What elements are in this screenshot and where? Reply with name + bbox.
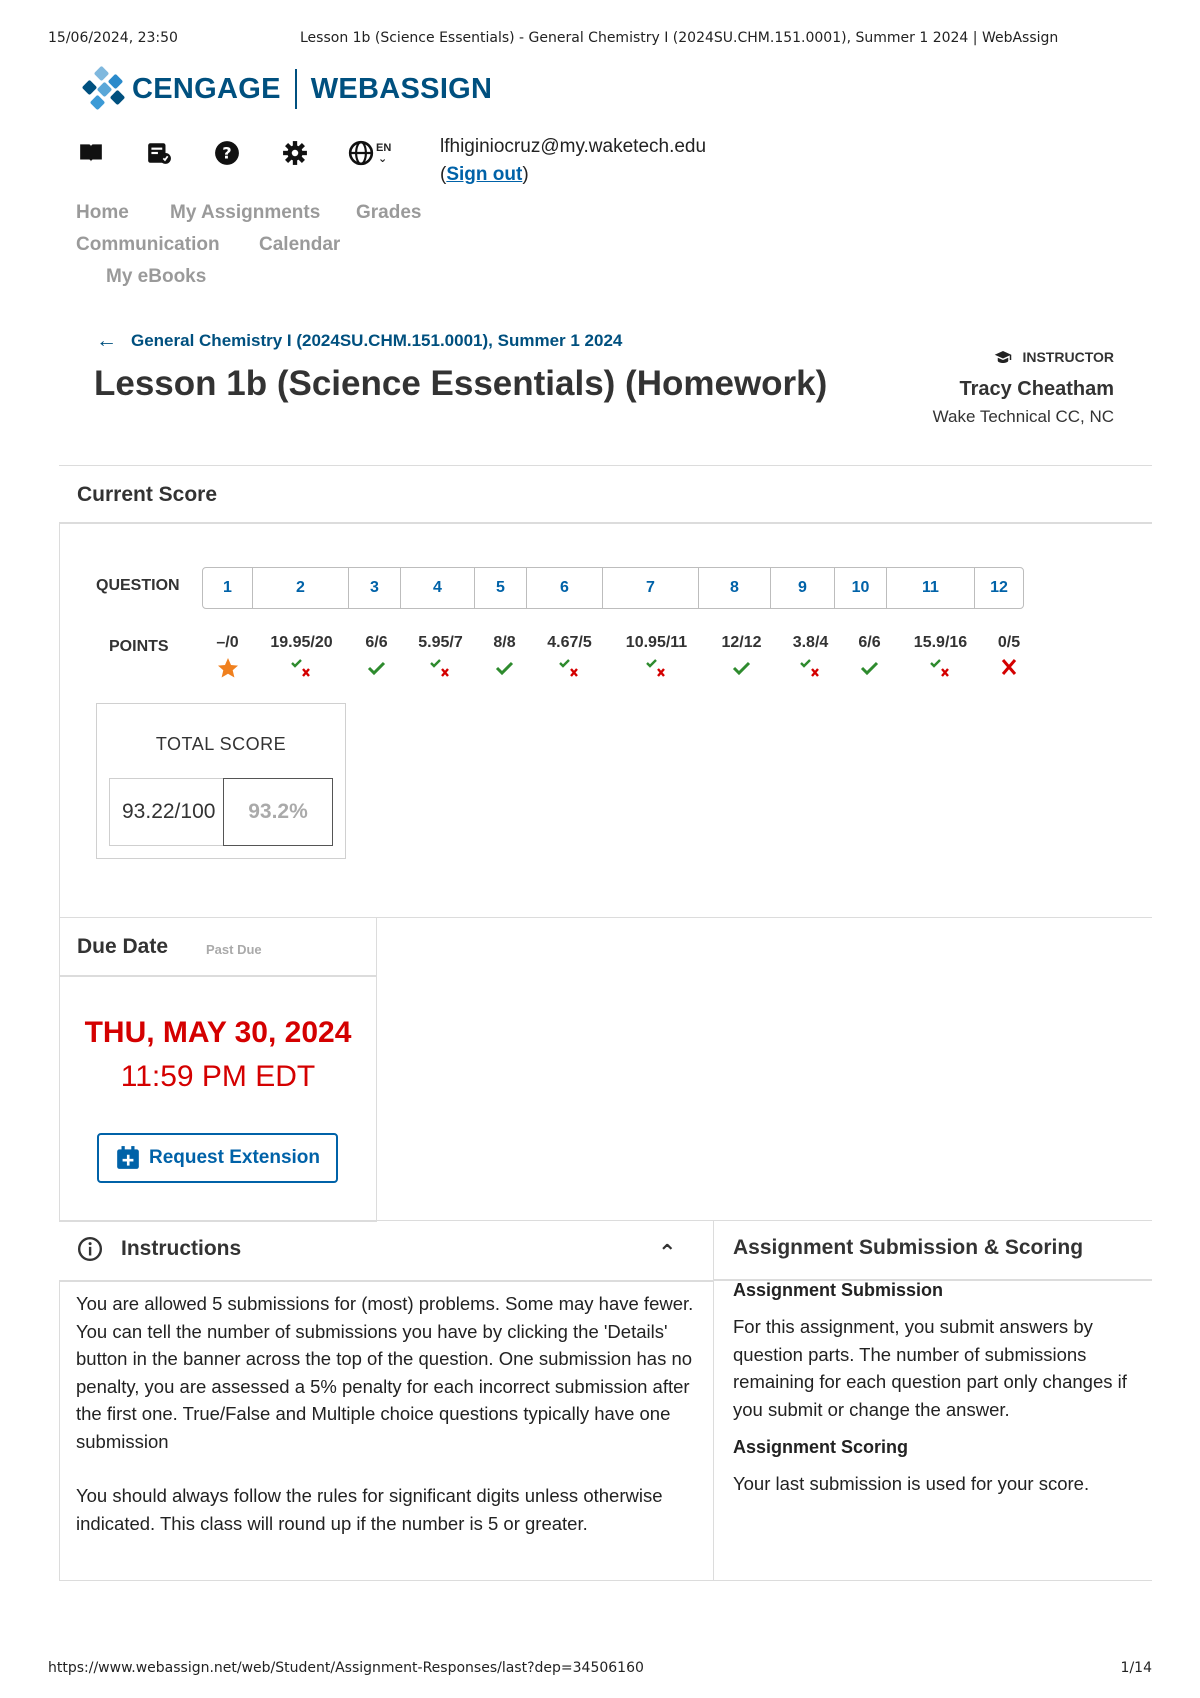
question-3-link[interactable]: 3 [349,568,401,608]
partial-credit-icon [642,656,672,680]
divider [59,1280,713,1282]
instructions-body [76,1290,706,1564]
question-4-link[interactable]: 4 [401,568,475,608]
total-score-label: TOTAL SCORE [155,734,287,754]
partial-credit-icon [555,656,585,680]
points-value: 6/6 [858,634,881,651]
divider [59,1220,1152,1221]
brand-cengage: CENGAGE [132,72,281,105]
print-page-number: 1/14 [1120,1660,1152,1676]
instructions-header[interactable] [77,1236,241,1262]
instructor-label: INSTRUCTOR [1022,349,1114,365]
question-11-points [896,634,985,680]
points-value: 3.8/4 [792,634,829,651]
question-1-points [202,634,253,680]
sign-out-link[interactable]: Sign out [446,164,523,185]
correct-check-icon [490,656,520,680]
divider [59,1580,1152,1581]
divider [59,1280,60,1581]
globe-icon [348,140,374,166]
points-value: 8/8 [493,634,516,651]
nav-my-assignments[interactable]: My Assignments [170,202,321,223]
info-icon [77,1236,103,1262]
total-score-box [96,703,346,859]
points-value: 5.95/7 [418,634,463,651]
question-9-link[interactable]: 9 [771,568,835,608]
points-row [202,634,1033,680]
total-score-percent: 93.2% [223,778,333,846]
divider [59,522,60,918]
question-2-link[interactable]: 2 [253,568,349,608]
nav-calendar[interactable]: Calendar [259,234,341,255]
correct-check-icon [855,656,885,680]
nav-my-ebooks[interactable]: My eBooks [106,266,207,287]
language-selector[interactable] [348,140,391,166]
page-title: Lesson 1b (Science Essentials) (Homework) [94,364,828,403]
cengage-logo-icon [80,66,126,112]
language-code: EN [376,141,392,154]
question-7-points [608,634,705,680]
help-icon[interactable] [212,138,242,168]
past-due-badge: Past Due [206,942,262,957]
question-5-points [478,634,531,680]
instructor-label-row [933,348,1114,366]
assignment-scoring-text: Your last submission is used for your score. [733,1473,1090,1494]
question-7-link[interactable]: 7 [603,568,699,608]
submission-scoring-heading: Assignment Submission & Scoring [733,1236,1084,1259]
points-value: 12/12 [721,634,762,651]
nav-communication[interactable]: Communication [76,234,220,255]
question-8-link[interactable]: 8 [699,568,771,608]
print-header [48,30,1152,50]
instructor-name: Tracy Cheatham [959,378,1114,400]
assignment-submission-heading: Assignment Submission [733,1280,944,1300]
user-info [440,133,706,189]
instructions-paragraph: You are allowed 5 submissions for (most) problems. Some may have fewer. You can tell the number of submissions you have by clicking the 'Details' button in the banner across the top of the question. One submission has no penalty, you are assessed a 5% penalty for each incorrect submission after the first one. True/False and Multiple choice questions typically have one submission [76,1293,694,1452]
print-footer [48,1660,1152,1680]
paren-open: ( [440,164,447,185]
instructor-info [933,348,1114,427]
request-extension-label: Request Extension [148,1147,321,1168]
divider [59,522,1152,524]
divider [713,1221,714,1581]
settings-icon[interactable] [280,138,310,168]
back-arrow-icon: ← [96,329,117,352]
question-4-points [403,634,478,680]
question-6-points [531,634,608,680]
submission-scoring-body [733,1280,1133,1512]
divider [59,465,1152,466]
svg-text:?: ? [222,143,232,163]
book-icon[interactable] [76,138,106,168]
question-9-points [778,634,843,680]
correct-check-icon [362,656,392,680]
points-value: 0/5 [997,634,1021,651]
partial-credit-icon [926,656,956,680]
paren-close: ) [522,164,529,185]
question-6-link[interactable]: 6 [527,568,603,608]
assignment-scoring-heading: Assignment Scoring [733,1437,909,1457]
instructor-school: Wake Technical CC, NC [932,407,1114,426]
print-url: https://www.webassign.net/web/Student/Assignment-Responses/last?dep=34506160 [48,1660,644,1676]
points-value: 6/6 [365,634,388,651]
assignment-submission-text: For this assignment, you submit answers by question parts. The number of submissions remaining for each question part only changes if you submit or change the answer. [733,1316,1127,1420]
points-value: –/0 [216,634,239,651]
question-nav-row [202,567,1024,609]
question-1-link[interactable]: 1 [203,568,253,608]
question-3-points [350,634,403,680]
question-2-points [253,634,350,680]
question-11-link[interactable]: 11 [887,568,975,608]
grade-book-icon[interactable] [144,138,174,168]
chevron-down-icon: ⌄ [378,152,388,165]
breadcrumb-course-link[interactable]: General Chemistry I (2024SU.CHM.151.0001), Summer 1 2024 [131,331,623,350]
instructions-paragraph: You should always follow the rules for significant digits unless otherwise indicated. This class will round up if the number is 5 or greater. [76,1485,663,1534]
request-extension-button[interactable] [97,1133,338,1183]
print-doc-title: Lesson 1b (Science Essentials) - General Chemistry I (2024SU.CHM.151.0001), Summer 1 2024 | WebAssign [300,30,1059,46]
due-time: 11:59 PM EDT [120,1060,316,1093]
question-12-link[interactable]: 12 [990,579,1008,596]
incorrect-x-icon [994,656,1024,680]
points-value: 15.9/16 [913,634,968,651]
instructions-heading: Instructions [121,1237,242,1260]
breadcrumb[interactable] [96,329,622,353]
points-value: 4.67/5 [547,634,592,651]
due-date: THU, MAY 30, 2024 [84,1016,352,1049]
current-score-heading: Current Score [77,483,218,506]
partial-credit-icon [287,656,317,680]
cengage-webassign-logo[interactable] [80,66,492,112]
question-10-link[interactable]: 10 [835,568,887,608]
points-value: 19.95/20 [270,634,333,651]
graduation-cap-icon [992,348,1014,366]
total-score-points: 93.22/100 [109,778,225,846]
top-toolbar [76,138,425,168]
nav-home[interactable]: Home [76,202,129,223]
due-date-heading: Due Date [77,935,169,958]
question-10-points [843,634,896,680]
brand-webassign: WEBASSIGN [310,72,493,105]
print-timestamp: 15/06/2024, 23:50 [48,30,178,46]
correct-check-icon [727,656,757,680]
partial-credit-icon [426,656,456,680]
collapse-chevron-icon[interactable]: ⌃ [658,1240,677,1265]
question-5-link[interactable]: 5 [475,568,527,608]
calendar-plus-icon [115,1145,141,1171]
user-email: lfhiginiocruz@my.waketech.edu [440,136,707,157]
logo-divider [295,69,297,109]
nav-grades[interactable]: Grades [356,202,422,223]
points-label: POINTS [109,638,169,655]
question-label: QUESTION [96,577,180,594]
question-12-points [985,634,1033,680]
question-8-points [705,634,778,680]
partial-credit-icon [796,656,826,680]
star-icon [213,656,243,680]
points-value: 10.95/11 [625,634,688,651]
